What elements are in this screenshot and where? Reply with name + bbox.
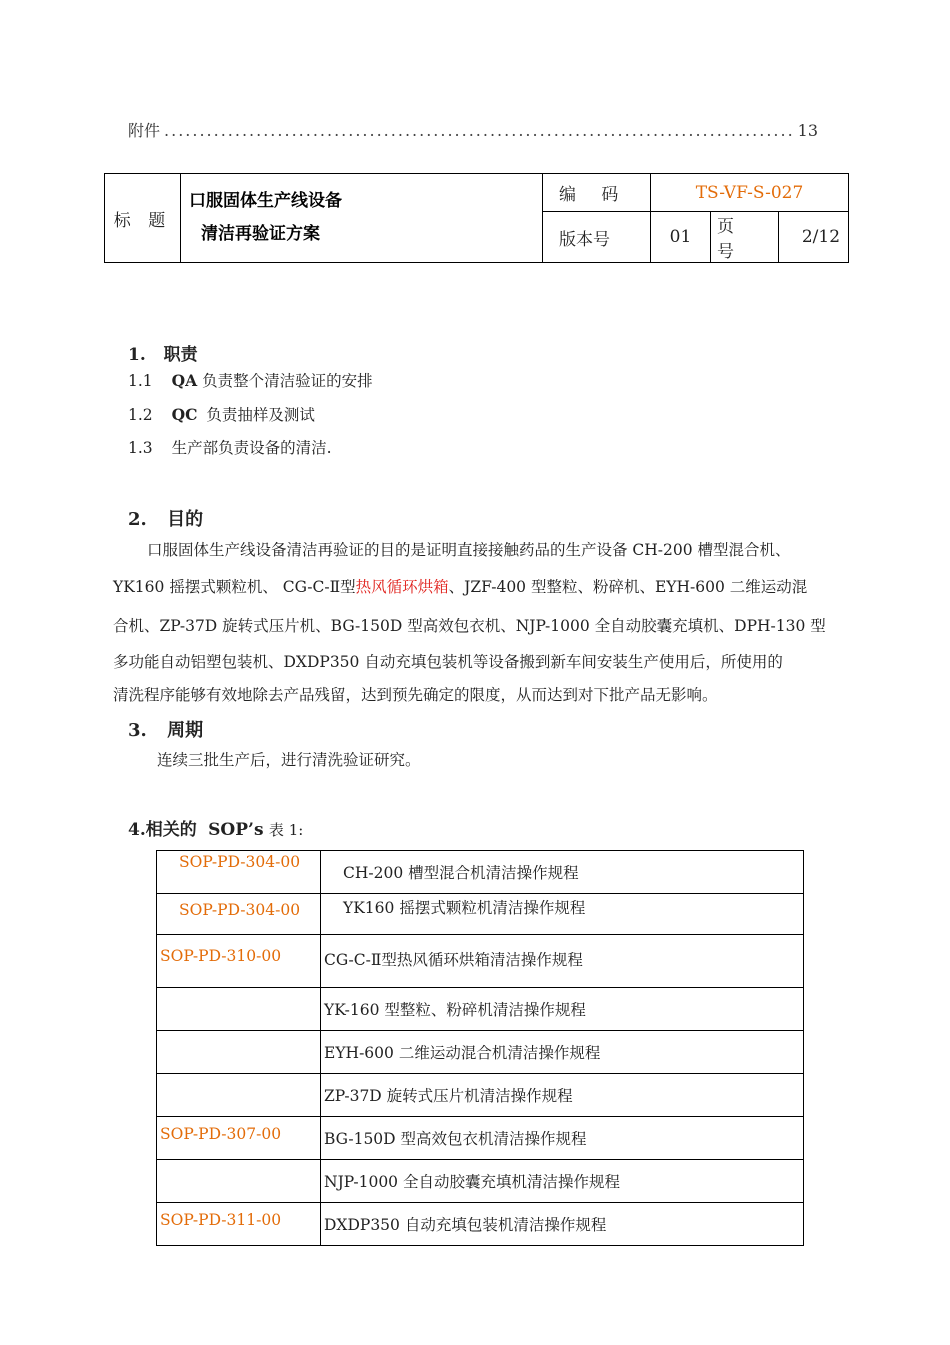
version-value: 01 [651, 212, 711, 263]
purpose-line4: 多功能自动铝塑包装机、DXDP350 自动充填包装机等设备搬到新车间安装生产使用后，所使用的 [113, 653, 783, 671]
sop-description: BG-150D 型高效包衣机清洁操作规程 [321, 1117, 804, 1160]
section4-heading [128, 815, 303, 840]
purpose-line5: 清洗程序能够有效地除去产品残留，达到预先确定的限度，从而达到对下批产品无影响。 [113, 686, 718, 704]
toc-leader-dots [164, 121, 794, 140]
document-header-table [104, 173, 849, 263]
list-item [128, 364, 373, 398]
sop-code: SOP-PD-307-00 [157, 1117, 321, 1160]
document-title-line1: 口服固体生产线设备 [189, 191, 342, 211]
sop-code [157, 1074, 321, 1117]
sop-description: NJP-1000 全自动胶囊充填机清洁操作规程 [321, 1160, 804, 1203]
sop-code [157, 1160, 321, 1203]
table-row [157, 851, 804, 894]
list-item [128, 398, 373, 432]
sop-code: SOP-PD-311-00 [157, 1203, 321, 1246]
code-value: TS-VF-S-027 [651, 174, 849, 212]
item-text: 负责整个清洁验证的安排 [202, 372, 373, 390]
sop-description: CH-200 槽型混合机清洁操作规程 [321, 851, 804, 894]
section1-list [128, 364, 373, 465]
section2-heading [128, 505, 203, 531]
section3-title: 周期 [167, 720, 204, 741]
section1-number: 1. [128, 345, 146, 365]
item-bold: QC [171, 405, 198, 424]
table-row [157, 1117, 804, 1160]
code-label: 编 码 [543, 174, 651, 212]
table-row [157, 894, 804, 935]
sop-description: YK-160 型整粒、粉碎机清洁操作规程 [321, 988, 804, 1031]
item-number: 1.2 [128, 406, 153, 424]
purpose-line2-pre: YK160 摇摆式颗粒机、 CG-C-Ⅱ型 [113, 578, 356, 596]
item-number: 1.3 [128, 439, 153, 457]
table-label: 表 1: [268, 821, 304, 839]
sop-description: DXDP350 自动充填包装机清洁操作规程 [321, 1203, 804, 1246]
page-label: 页 号 [711, 212, 779, 263]
table-row [157, 1074, 804, 1117]
sop-code [157, 988, 321, 1031]
item-text: 负责抽样及测试 [206, 406, 315, 424]
toc-line [128, 118, 818, 141]
section4-title: 4.相关的 [128, 820, 197, 840]
purpose-line2 [113, 569, 833, 606]
purpose-line2-post: 、JZF-400 型整粒、粉碎机、EYH-600 二维运动混 [448, 578, 808, 596]
table-row [157, 1031, 804, 1074]
document-title [181, 174, 543, 263]
item-text: 生产部负责设备的清洁. [171, 439, 332, 457]
item-bold: QA [171, 371, 198, 390]
table-row [157, 1160, 804, 1203]
sop-code: SOP-PD-304-00 [157, 851, 321, 894]
sop-description: YK160 摇摆式颗粒机清洁操作规程 [321, 894, 804, 935]
section3-body: 连续三批生产后，进行清洗验证研究。 [157, 751, 421, 769]
purpose-line3: 合机、ZP-37D 旋转式压片机、BG-150D 型高效包衣机、NJP-1000 全自动胶囊充填机、DPH-130 型 [113, 617, 826, 635]
sop-code [157, 1031, 321, 1074]
section3-number: 3. [128, 720, 147, 741]
sop-description: EYH-600 二维运动混合机清洁操作规程 [321, 1031, 804, 1074]
list-item [128, 432, 373, 465]
sop-code: SOP-PD-310-00 [157, 935, 321, 988]
purpose-line2-highlight: 热风循环烘箱 [355, 578, 449, 596]
sop-code: SOP-PD-304-00 [157, 894, 321, 935]
section1-heading [128, 340, 198, 365]
table-row [157, 988, 804, 1031]
toc-label: 附件 [128, 121, 161, 140]
table-row [157, 935, 804, 988]
item-number: 1.1 [128, 372, 153, 390]
section2-body [113, 532, 833, 712]
document-title-line2: 清洁再验证方案 [201, 224, 320, 244]
sop-table [156, 850, 804, 1246]
purpose-line1: 口服固体生产线设备清洁再验证的目的是证明直接接触药品的生产设备 CH-200 槽型混合机、 [147, 541, 791, 559]
section3-heading [128, 716, 203, 742]
title-label: 标 题 [105, 174, 181, 263]
sop-description: CG-C-Ⅱ型热风循环烘箱清洁操作规程 [321, 935, 804, 988]
page-number: 2/12 [779, 212, 849, 263]
toc-page: 13 [797, 121, 818, 140]
section2-title: 目的 [167, 509, 204, 530]
section1-title: 职责 [163, 345, 198, 365]
section4-title-sops: SOP’s [208, 820, 264, 840]
version-label: 版本号 [543, 212, 651, 263]
section2-number: 2. [128, 509, 147, 530]
sop-description: ZP-37D 旋转式压片机清洁操作规程 [321, 1074, 804, 1117]
table-row [157, 1203, 804, 1246]
